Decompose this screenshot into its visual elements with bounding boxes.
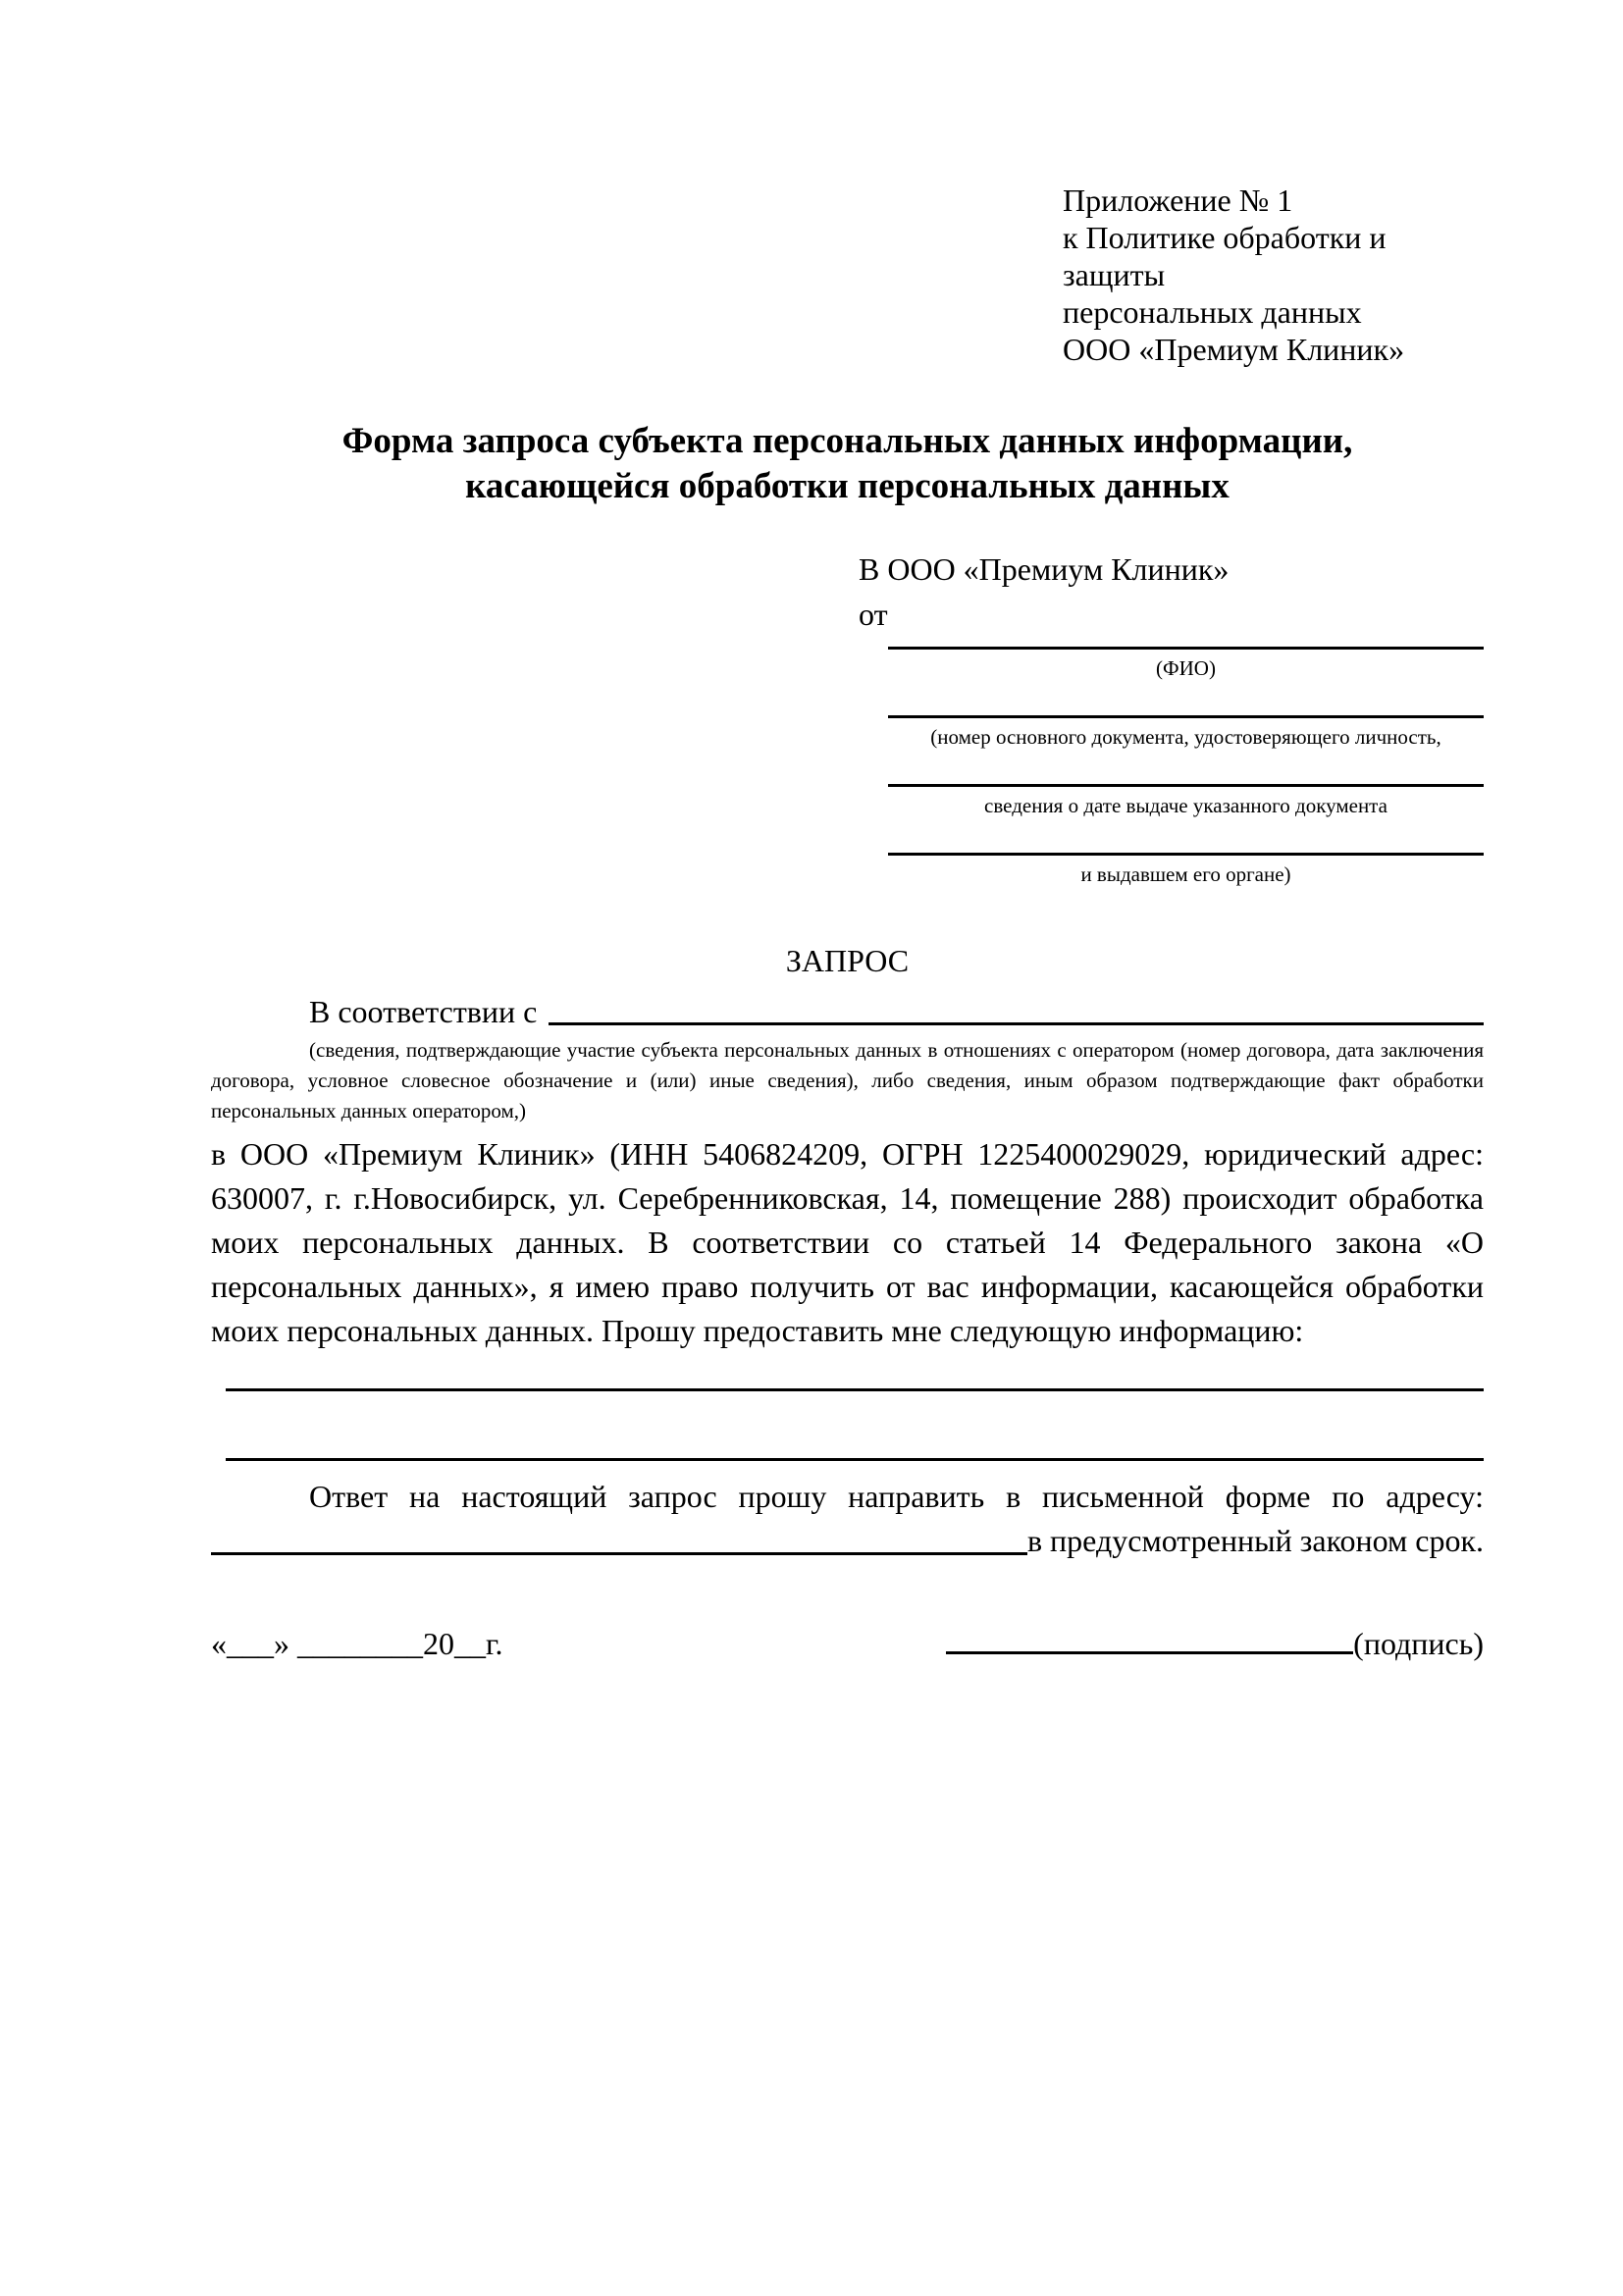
request-body-paragraph: в ООО «Премиум Клиник» (ИНН 5406824209, ОГРН 1225400029029, юридический адрес: 630007, г. г.Новосибирск, ул. Серебренниковская, 14, помещение 288) происходит обработка моих персональных данных. В соответствии со статьей 14 Федерального закона «О персональных данных», я имею право получить от вас информации, касающейся обработки моих персональных данных. Прошу предоставить мне следующую информацию:	[211, 1136, 1484, 1348]
issuer-field-caption: и выдавшем его органе)	[1080, 862, 1291, 886]
issue-date-field	[888, 784, 1484, 817]
signature-date: «___» ________20__г.	[211, 1626, 503, 1661]
issue-date-field-line	[888, 784, 1484, 787]
appendix-line-3: персональных данных	[1063, 294, 1362, 330]
signature-area	[946, 1624, 1484, 1663]
request-intro-blank-line	[549, 1022, 1484, 1025]
signature-caption: (подпись)	[1353, 1626, 1484, 1661]
document-title-line-2: касающейся обработки персональных данных	[465, 466, 1230, 506]
fio-field-line	[888, 647, 1484, 650]
info-blank-line-1	[226, 1388, 1484, 1391]
signature-row	[211, 1624, 1484, 1663]
appendix-line-2: к Политике обработки и защиты	[1063, 220, 1387, 292]
fio-field	[888, 647, 1484, 680]
request-footnote: (сведения, подтверждающие участие субъекта персональных данных в отношениях с оператором (номер договора, дата заключения договора, условное словесное обозначение и (или) иные сведения), либо сведения, иным образом подтверждающие факт обработки персональных данных оператором,)	[211, 1038, 1484, 1122]
info-blank-line-2	[226, 1458, 1484, 1461]
issuer-field	[888, 853, 1484, 886]
document-title-line-1: Форма запроса субъекта персональных данных информации,	[341, 421, 1353, 461]
appendix-header	[1063, 0, 1484, 368]
issuer-field-line	[888, 853, 1484, 856]
request-heading: ЗАПРОС	[785, 943, 910, 978]
doc-number-field-line	[888, 715, 1484, 718]
addressee-from-label: от	[859, 597, 888, 632]
reply-address-row	[211, 1519, 1484, 1563]
appendix-line-4: ООО «Премиум Клиник»	[1063, 332, 1405, 367]
reply-address-suffix: в предусмотренный законом срок.	[1026, 1523, 1484, 1558]
reply-paragraph: Ответ на настоящий запрос прошу направить в письменной форме по адресу:	[309, 1479, 1484, 1514]
addressee-block	[859, 550, 1484, 886]
fio-field-caption: (ФИО)	[1156, 656, 1216, 680]
request-intro-text: В соответствии с	[309, 994, 538, 1029]
request-intro-row	[211, 990, 1484, 1033]
doc-number-field-caption: (номер основного документа, удостоверяющего личность,	[930, 725, 1441, 749]
addressee-to: В ООО «Премиум Клиник»	[859, 551, 1230, 587]
document-title	[211, 419, 1484, 509]
issue-date-field-caption: сведения о дате выдаче указанного документа	[984, 794, 1387, 817]
doc-number-field	[888, 715, 1484, 749]
signature-blank-line	[946, 1651, 1353, 1654]
reply-address-blank-line	[211, 1552, 1027, 1555]
appendix-line-1: Приложение № 1	[1063, 183, 1293, 218]
